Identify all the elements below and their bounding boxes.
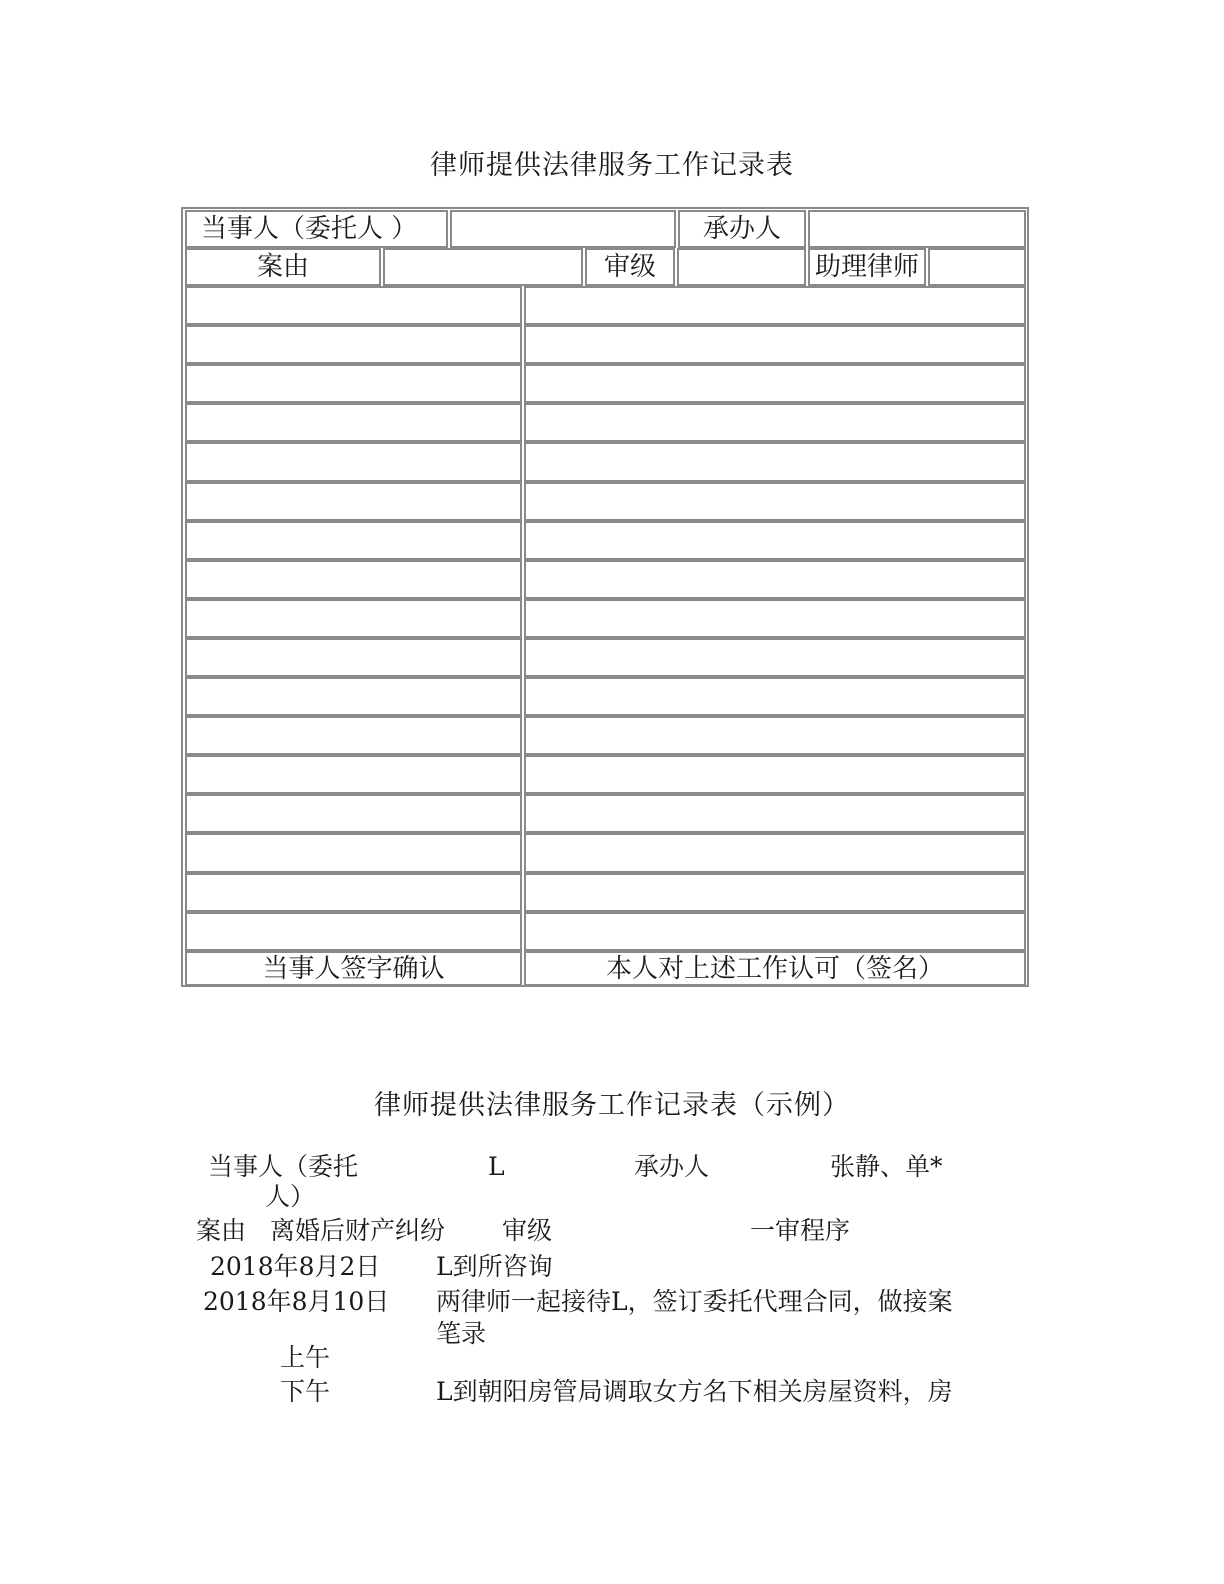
client-confirm-label: 当事人签字确认 xyxy=(262,953,445,984)
record-date-cell[interactable] xyxy=(185,912,522,951)
record-date-cell[interactable] xyxy=(185,482,522,521)
example-handler-value: 张静、单* xyxy=(830,1152,943,1181)
level-label: 审级 xyxy=(603,252,656,282)
entry-date: 下午 xyxy=(280,1377,331,1406)
entry-content: L到所咨询 xyxy=(436,1252,553,1281)
record-content-cell[interactable] xyxy=(524,325,1026,364)
entry-date: 2018年8月10日 xyxy=(203,1287,390,1316)
record-date-cell[interactable] xyxy=(185,325,522,364)
client-label: 当事人（委托人 ） xyxy=(201,214,418,244)
record-date-cell[interactable] xyxy=(185,521,522,560)
record-content-cell[interactable] xyxy=(524,833,1026,873)
record-content-cell[interactable] xyxy=(524,364,1026,403)
record-date-cell[interactable] xyxy=(185,442,522,482)
entry-date: 上午 xyxy=(280,1343,331,1372)
client-input[interactable] xyxy=(450,210,676,248)
level-input[interactable] xyxy=(677,248,806,286)
record-content-cell[interactable] xyxy=(524,873,1026,912)
entry-content: L到朝阳房管局调取女方名下相关房屋资料，房 xyxy=(436,1377,953,1406)
assistant-label-cell xyxy=(808,248,926,286)
record-date-cell[interactable] xyxy=(185,403,522,442)
record-content-cell[interactable] xyxy=(524,716,1026,755)
case-label: 案由 xyxy=(256,252,309,282)
record-date-cell[interactable] xyxy=(185,873,522,912)
record-content-cell[interactable] xyxy=(524,560,1026,599)
entry-content-continued: 笔录 xyxy=(436,1319,487,1348)
handler-label-cell xyxy=(678,210,806,248)
record-date-cell[interactable] xyxy=(185,286,522,325)
record-date-cell[interactable] xyxy=(185,560,522,599)
record-content-cell[interactable] xyxy=(524,521,1026,560)
example-client-label-1: 当事人（委托 xyxy=(208,1152,359,1181)
example-client-value: L xyxy=(488,1152,505,1181)
form-title: 律师提供法律服务工作记录表 xyxy=(430,150,794,181)
example-title: 律师提供法律服务工作记录表（示例） xyxy=(374,1090,850,1121)
record-date-cell[interactable] xyxy=(185,755,522,794)
record-content-cell[interactable] xyxy=(524,599,1026,638)
case-input[interactable] xyxy=(383,248,583,286)
assistant-input[interactable] xyxy=(928,248,1026,286)
level-label-cell xyxy=(585,248,675,286)
record-date-cell[interactable] xyxy=(185,716,522,755)
record-date-cell[interactable] xyxy=(185,599,522,638)
record-date-cell[interactable] xyxy=(185,638,522,677)
example-case-label: 案由 xyxy=(196,1216,247,1245)
record-content-cell[interactable] xyxy=(524,638,1026,677)
record-date-cell[interactable] xyxy=(185,833,522,873)
handler-label: 承办人 xyxy=(702,214,781,244)
case-label-cell xyxy=(185,248,381,286)
lawyer-confirm-label: 本人对上述工作认可（签名） xyxy=(605,953,944,984)
example-handler-label: 承办人 xyxy=(634,1152,710,1181)
record-date-cell[interactable] xyxy=(185,364,522,403)
assistant-label: 助理律师 xyxy=(814,252,919,282)
record-content-cell[interactable] xyxy=(524,286,1026,325)
entry-content: 两律师一起接待L，签订委托代理合同，做接案 xyxy=(436,1287,953,1316)
example-client-label-2: 人） xyxy=(265,1182,316,1211)
record-content-cell[interactable] xyxy=(524,912,1026,951)
entry-date: 2018年8月2日 xyxy=(210,1252,381,1281)
example-level-label: 审级 xyxy=(502,1216,553,1245)
example-level-value: 一审程序 xyxy=(750,1216,851,1245)
record-content-cell[interactable] xyxy=(524,482,1026,521)
record-date-cell[interactable] xyxy=(185,677,522,716)
lawyer-confirm-cell[interactable] xyxy=(524,951,1026,986)
record-content-cell[interactable] xyxy=(524,403,1026,442)
record-content-cell[interactable] xyxy=(524,794,1026,833)
record-content-cell[interactable] xyxy=(524,442,1026,482)
example-case-value: 离婚后财产纠纷 xyxy=(270,1216,446,1245)
record-content-cell[interactable] xyxy=(524,677,1026,716)
record-content-cell[interactable] xyxy=(524,755,1026,794)
record-date-cell[interactable] xyxy=(185,794,522,833)
handler-input[interactable] xyxy=(808,210,1026,248)
client-label-cell xyxy=(185,210,448,248)
client-confirm-cell[interactable] xyxy=(185,951,522,986)
